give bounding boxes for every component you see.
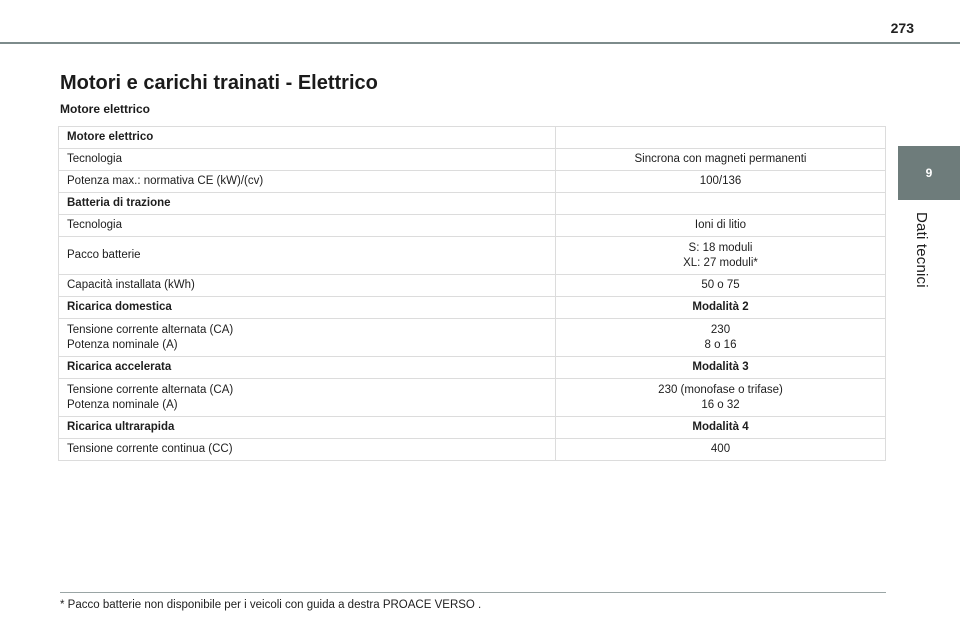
table-section-row bbox=[59, 357, 886, 379]
value-line: 16 o 32 bbox=[701, 398, 740, 411]
label-line: Capacità installata (kWh) bbox=[67, 279, 195, 291]
row-label bbox=[59, 379, 556, 417]
chapter-tab[interactable] bbox=[898, 146, 960, 200]
table-row bbox=[59, 149, 886, 171]
row-value bbox=[556, 417, 886, 439]
label-line: Motore elettrico bbox=[67, 131, 154, 143]
table-row bbox=[59, 379, 886, 417]
table-row bbox=[59, 171, 886, 193]
row-value bbox=[556, 357, 886, 379]
row-label bbox=[59, 127, 556, 149]
value-line: 100/136 bbox=[699, 175, 742, 187]
table-row bbox=[59, 319, 886, 357]
value-line: Modalità 2 bbox=[692, 301, 749, 313]
row-label bbox=[59, 275, 556, 297]
row-label bbox=[59, 319, 556, 357]
value-line: 230 bbox=[710, 323, 731, 336]
label-line: Tensione corrente continua (CC) bbox=[67, 443, 233, 455]
label-line: Potenza nominale (A) bbox=[67, 398, 178, 411]
label-line: Tecnologia bbox=[67, 219, 122, 231]
footnote: * Pacco batterie non disponibile per i veicoli con guida a destra PROACE VERSO . bbox=[60, 599, 482, 611]
table-row bbox=[59, 215, 886, 237]
row-value bbox=[556, 149, 886, 171]
value-line: Ioni di litio bbox=[694, 219, 747, 231]
chapter-label: Dati tecnici bbox=[913, 212, 930, 288]
row-value bbox=[556, 171, 886, 193]
label-line: Potenza nominale (A) bbox=[67, 338, 178, 351]
label-line: Potenza max.: normativa CE (kW)/(cv) bbox=[67, 175, 264, 187]
label-line: Ricarica domestica bbox=[67, 301, 172, 313]
row-label bbox=[59, 171, 556, 193]
value-line: Modalità 4 bbox=[692, 421, 749, 433]
row-label bbox=[59, 417, 556, 439]
row-label bbox=[59, 237, 556, 275]
header-divider bbox=[0, 42, 960, 44]
row-label bbox=[59, 193, 556, 215]
page-title: Motori e carichi trainati - Elettrico bbox=[60, 72, 378, 94]
value-line: Sincrona con magneti permanenti bbox=[634, 153, 807, 165]
table-row bbox=[59, 275, 886, 297]
label-line: Batteria di trazione bbox=[67, 197, 171, 209]
chapter-number: 9 bbox=[925, 166, 933, 180]
spec-table-body bbox=[59, 127, 886, 461]
value-line: 230 (monofase o trifase) bbox=[658, 383, 783, 396]
value-line: 400 bbox=[710, 443, 731, 455]
table-section-row bbox=[59, 193, 886, 215]
table-section-row bbox=[59, 297, 886, 319]
label-line: Tecnologia bbox=[67, 153, 122, 165]
table-row bbox=[59, 237, 886, 275]
row-value bbox=[556, 297, 886, 319]
section-subtitle: Motore elettrico bbox=[60, 102, 151, 116]
row-label bbox=[59, 149, 556, 171]
table-section-row bbox=[59, 417, 886, 439]
footnote-divider bbox=[60, 592, 886, 593]
table-section-row bbox=[59, 127, 886, 149]
page-number: 273 bbox=[890, 20, 914, 36]
label-line: Ricarica accelerata bbox=[67, 361, 172, 373]
row-value bbox=[556, 319, 886, 357]
row-value bbox=[556, 275, 886, 297]
label-line: Tensione corrente alternata (CA) bbox=[67, 323, 234, 336]
row-value bbox=[556, 237, 886, 275]
row-label bbox=[59, 439, 556, 461]
label-line: Pacco batterie bbox=[67, 249, 141, 261]
value-line: Modalità 3 bbox=[692, 361, 749, 373]
label-line: Tensione corrente alternata (CA) bbox=[67, 383, 234, 396]
row-label bbox=[59, 297, 556, 319]
row-label bbox=[59, 357, 556, 379]
value-line: XL: 27 moduli* bbox=[683, 256, 758, 269]
row-value bbox=[556, 379, 886, 417]
row-label bbox=[59, 215, 556, 237]
row-value bbox=[556, 193, 886, 215]
row-value bbox=[556, 439, 886, 461]
label-line: Ricarica ultrarapida bbox=[67, 421, 175, 433]
row-value bbox=[556, 215, 886, 237]
table-row bbox=[59, 439, 886, 461]
value-line: 50 o 75 bbox=[701, 279, 740, 291]
value-line: S: 18 moduli bbox=[688, 241, 753, 254]
row-value bbox=[556, 127, 886, 149]
spec-table bbox=[58, 126, 886, 461]
value-line: 8 o 16 bbox=[704, 338, 737, 351]
